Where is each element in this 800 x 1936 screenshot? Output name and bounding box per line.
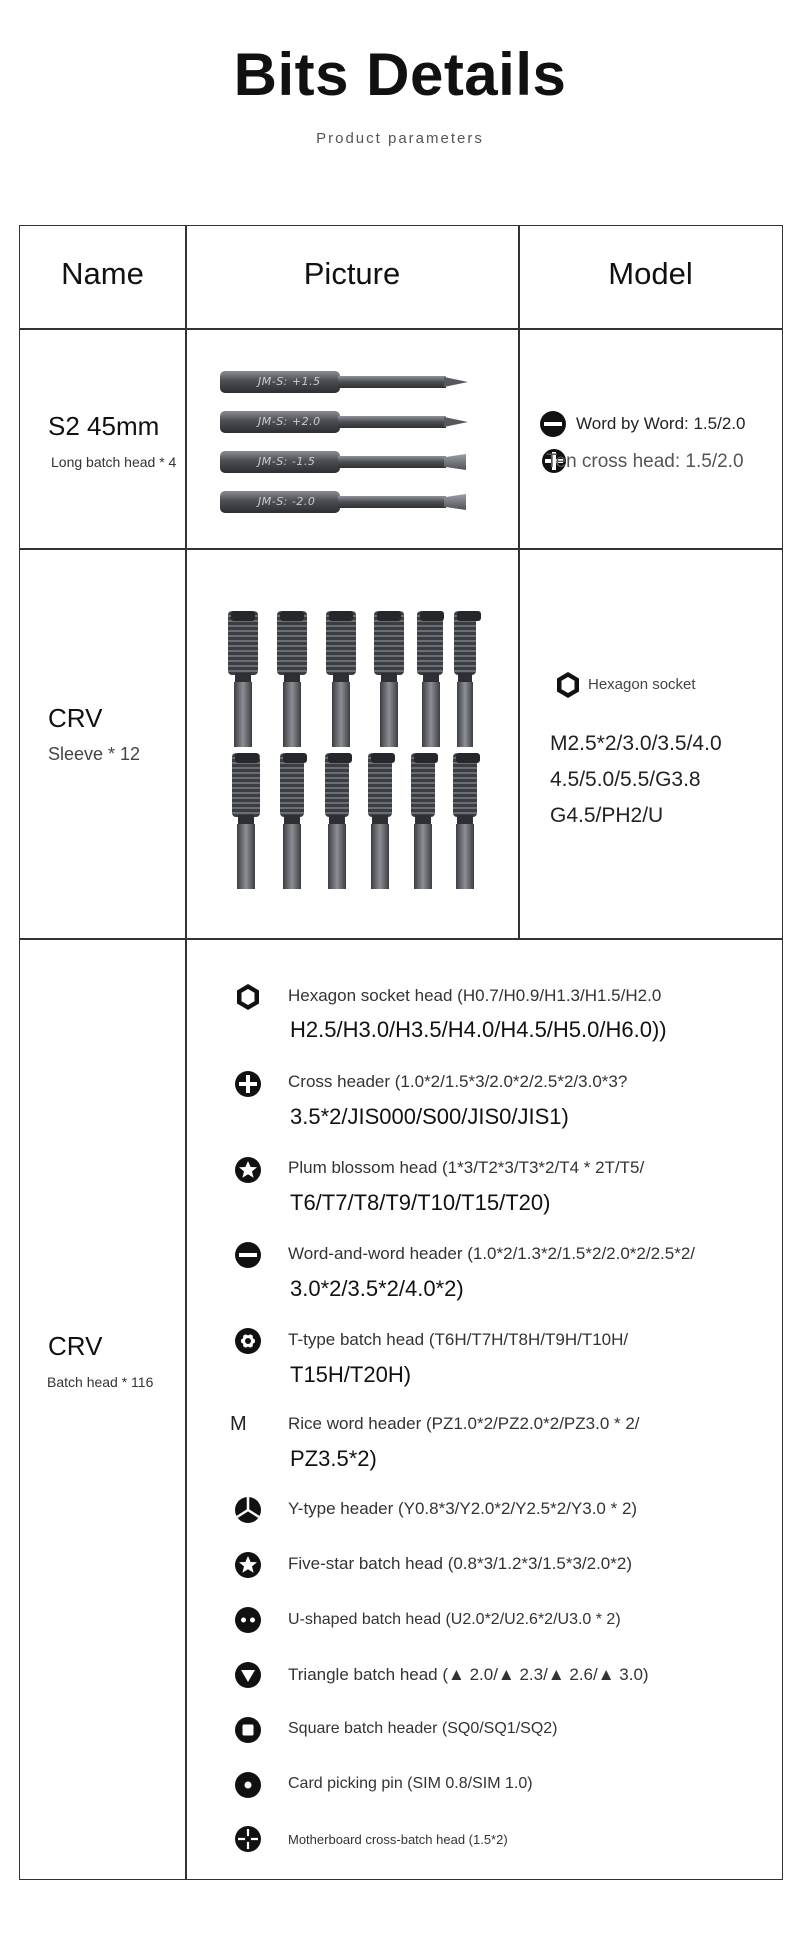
long-bit-sl15 xyxy=(220,451,470,473)
triangle-icon xyxy=(234,1661,262,1689)
long-bit-ph15 xyxy=(220,371,470,393)
square-icon xyxy=(234,1716,262,1744)
item-line2: T6/T7/T8/T9/T10/T15/T20) xyxy=(290,1190,551,1215)
t-type-icon xyxy=(234,1327,262,1355)
header-name: Name xyxy=(61,256,144,291)
row1-sub: Long batch head * 4 xyxy=(51,454,177,470)
row2-model-line: M2.5*2/3.0/3.5/4.0 xyxy=(550,732,722,755)
slot-icon xyxy=(235,1242,261,1268)
bits-table xyxy=(19,225,783,1880)
item-line1: Triangle batch head (▲ 2.0/▲ 2.3/▲ 2.6/▲ 3.0) xyxy=(288,1665,649,1684)
item-line1: U-shaped batch head (U2.0*2/U2.6*2/U3.0 * 2) xyxy=(288,1611,621,1628)
y-type-icon xyxy=(234,1496,262,1524)
plum-blossom-icon xyxy=(234,1156,262,1184)
row2-model-title: Hexagon socket xyxy=(588,676,696,693)
item-line1: Card picking pin (SIM 0.8/SIM 1.0) xyxy=(288,1775,533,1792)
bit-label: JM-S: +1.5 xyxy=(258,375,321,388)
item-line1: T-type batch head (T6H/T7H/T8H/T9H/T10H/ xyxy=(288,1330,629,1349)
row2-model-line: 4.5/5.0/5.5/G3.8 xyxy=(550,768,701,791)
bit-label: JM-S: -1.5 xyxy=(258,455,316,468)
item-line2: 3.0*2/3.5*2/4.0*2) xyxy=(290,1276,464,1301)
hexagon-icon xyxy=(554,671,582,699)
row3-sub: Batch head * 116 xyxy=(47,1374,154,1390)
item-line1: Word-and-word header (1.0*2/1.3*2/1.5*2/2.0*2/2.5*2/ xyxy=(288,1244,696,1263)
pin-icon xyxy=(234,1771,262,1799)
page-title: Bits Details xyxy=(233,41,567,108)
item-line1: Square batch header (SQ0/SQ1/SQ2) xyxy=(288,1720,558,1737)
m-letter-icon: M xyxy=(230,1413,247,1435)
item-line1: Hexagon socket head (H0.7/H0.9/H1.3/H1.5/H2.0 xyxy=(288,986,662,1005)
five-star-icon xyxy=(234,1551,262,1579)
row1-name: S2 45mm xyxy=(48,411,160,441)
row2-model-line: G4.5/PH2/U xyxy=(550,804,664,827)
row2-model-lines xyxy=(550,726,722,834)
cross-icon xyxy=(235,1071,261,1097)
bit-label: JM-S: -2.0 xyxy=(258,495,316,508)
long-bit-sl20 xyxy=(220,491,470,513)
item-line1: Rice word header (PZ1.0*2/PZ2.0*2/PZ3.0 * 2/ xyxy=(288,1414,640,1433)
motherboard-cross-icon xyxy=(234,1825,262,1853)
row1-model-line1: Word by Word: 1.5/2.0 xyxy=(576,414,746,433)
item-line1: Motherboard cross-batch head (1.5*2) xyxy=(288,1832,508,1847)
header-model: Model xyxy=(608,256,693,291)
item-line2: T15H/T20H) xyxy=(290,1362,412,1387)
item-line2: 3.5*2/JIS000/S00/JIS0/JIS1) xyxy=(290,1104,569,1129)
item-line2: H2.5/H3.0/H3.5/H4.0/H4.5/H5.0/H6.0)) xyxy=(290,1017,667,1042)
row3-name: CRV xyxy=(48,1331,103,1361)
page-subtitle: Product parameters xyxy=(316,130,484,147)
row1-model-line2: Ten cross head: 1.5/2.0 xyxy=(546,451,744,472)
long-bit-ph20 xyxy=(220,411,470,433)
item-line1: Y-type header (Y0.8*3/Y2.0*2/Y2.5*2/Y3.0 * 2) xyxy=(288,1499,638,1518)
item-line1: Plum blossom head (1*3/T2*3/T3*2/T4 * 2T/T5/ xyxy=(288,1158,645,1177)
header-picture: Picture xyxy=(303,256,401,291)
bit-label: JM-S: +2.0 xyxy=(258,415,321,428)
row2-name: CRV xyxy=(48,703,103,733)
row2-sub: Sleeve * 12 xyxy=(48,744,141,764)
item-line1: Cross header (1.0*2/1.5*3/2.0*2/2.5*2/3.0*3? xyxy=(288,1072,628,1091)
u-shape-icon xyxy=(234,1606,262,1634)
item-line1: Five-star batch head (0.8*3/1.2*3/1.5*3/2.0*2) xyxy=(288,1554,632,1573)
item-line2: PZ3.5*2) xyxy=(290,1446,377,1471)
slot-icon xyxy=(540,411,566,437)
hexagon-icon xyxy=(234,983,262,1011)
